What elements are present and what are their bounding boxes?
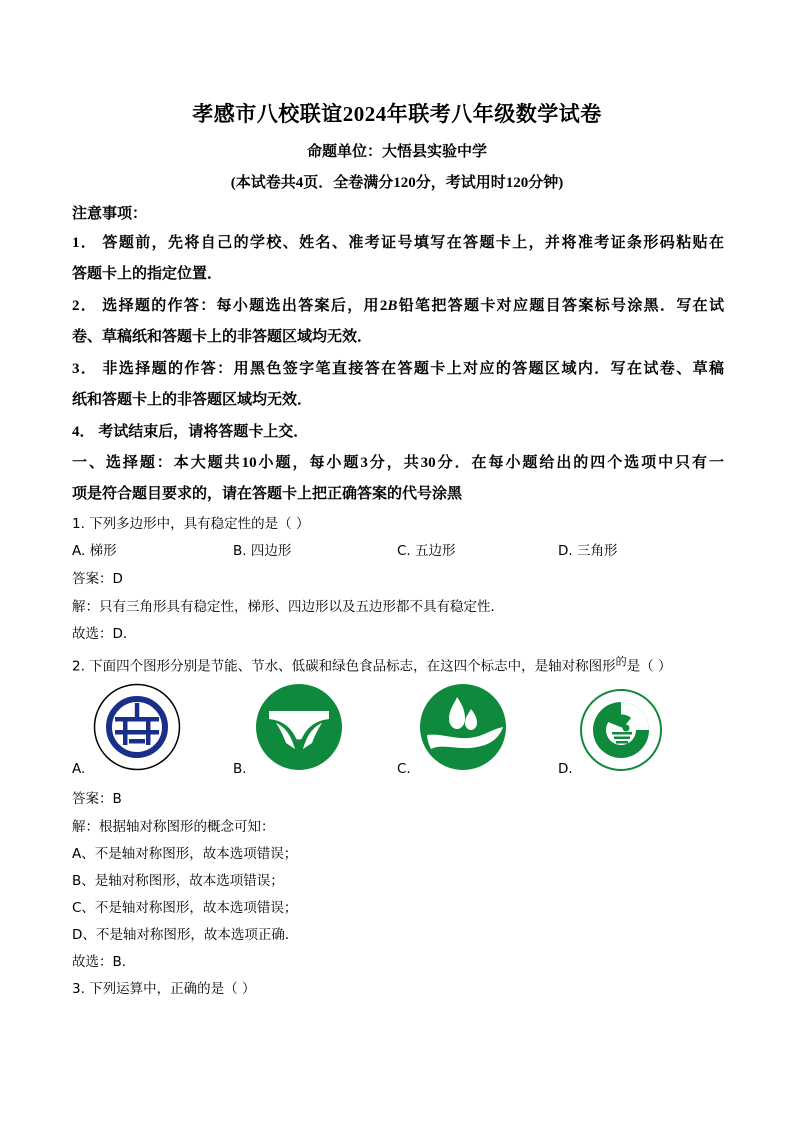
section-1-line-2: 项是符合题目要求的，请在答题卡上把正确答案的代号涂黑	[72, 486, 463, 502]
note-3-line-2: 纸和答题卡上的非答题区域均无效．	[72, 392, 313, 408]
q2-line-c: C、不是轴对称图形，故本选项错误；	[72, 900, 298, 916]
q2-option-b: B.	[233, 761, 247, 777]
q1-stem: 1. 下列多边形中，具有稳定性的是（ ）	[72, 516, 310, 532]
q3-stem: 3. 下列运算中，正确的是（ ）	[72, 981, 256, 997]
q2-stem: 2. 下面四个图形分别是节能、节水、低碳和绿色食品标志，在这四个标志中，是轴对称图形$^的$是（ ）	[72, 655, 672, 675]
note-1-line-1: 1． 答题前，先将自己的学校、姓名、准考证号填写在答题卡上，并将准考证条形码粘贴在	[72, 235, 724, 251]
green-food-logo	[579, 688, 663, 772]
q1-option-a: A. 梯形	[72, 543, 117, 559]
q2-conclusion: 故选：B．	[72, 954, 136, 970]
q1-conclusion: 故选：D．	[72, 626, 137, 642]
q2-option-a: A.	[72, 761, 86, 777]
note-1-line-2: 答题卡上的指定位置．	[72, 266, 223, 282]
exam-title: 孝感市八校联谊2024年联考八年级数学试卷	[192, 102, 602, 126]
note-4: 4． 考试结束后，请将答题卡上交．	[72, 424, 309, 440]
q1-option-c: C. 五边形	[397, 543, 456, 559]
low-carbon-logo	[419, 683, 507, 771]
q2-explanation: 解：根据轴对称图形的概念可知：	[72, 819, 275, 835]
q2-answer: 答案：B	[72, 791, 122, 807]
q2-line-b: B、是轴对称图形，故本选项错误；	[72, 873, 284, 889]
q1-option-d: D. 三角形	[558, 543, 618, 559]
note-2-line-2: 卷、草稿纸和答题卡上的非答题区域均无效．	[72, 329, 373, 345]
energy-saving-logo	[93, 683, 181, 771]
note-2-line-1: 2． 选择题的作答：每小题选出答案后，用2B铅笔把答题卡对应题目答案标号涂黑．写在试	[72, 298, 724, 314]
q2-option-c: C.	[397, 761, 411, 777]
q2-option-d: D.	[558, 761, 573, 777]
note-3-line-1: 3． 非选择题的作答：用黑色签字笔直接答在答题卡上对应的答题区域内．写在试卷、草稿	[72, 361, 724, 377]
q1-answer: 答案：D	[72, 571, 123, 587]
q2-line-a: A、不是轴对称图形，故本选项错误；	[72, 846, 298, 862]
water-saving-logo	[255, 683, 343, 771]
section-1-line-1: 一、选择题：本大题共10小题，每小题3分，共30分．在每小题给出的四个选项中只有一	[72, 455, 724, 471]
notes-heading: 注意事项：	[72, 206, 148, 222]
exam-info: (本试卷共4页．全卷满分120分，考试用时120分钟)	[230, 175, 564, 191]
q1-explanation: 解：只有三角形具有稳定性，梯形、四边形以及五边形都不具有稳定性．	[72, 599, 504, 615]
q1-option-b: B. 四边形	[233, 543, 292, 559]
q2-line-d: D、不是轴对称图形，故本选项正确．	[72, 927, 299, 943]
proposition-unit: 命题单位：大悟县实验中学	[306, 144, 487, 160]
